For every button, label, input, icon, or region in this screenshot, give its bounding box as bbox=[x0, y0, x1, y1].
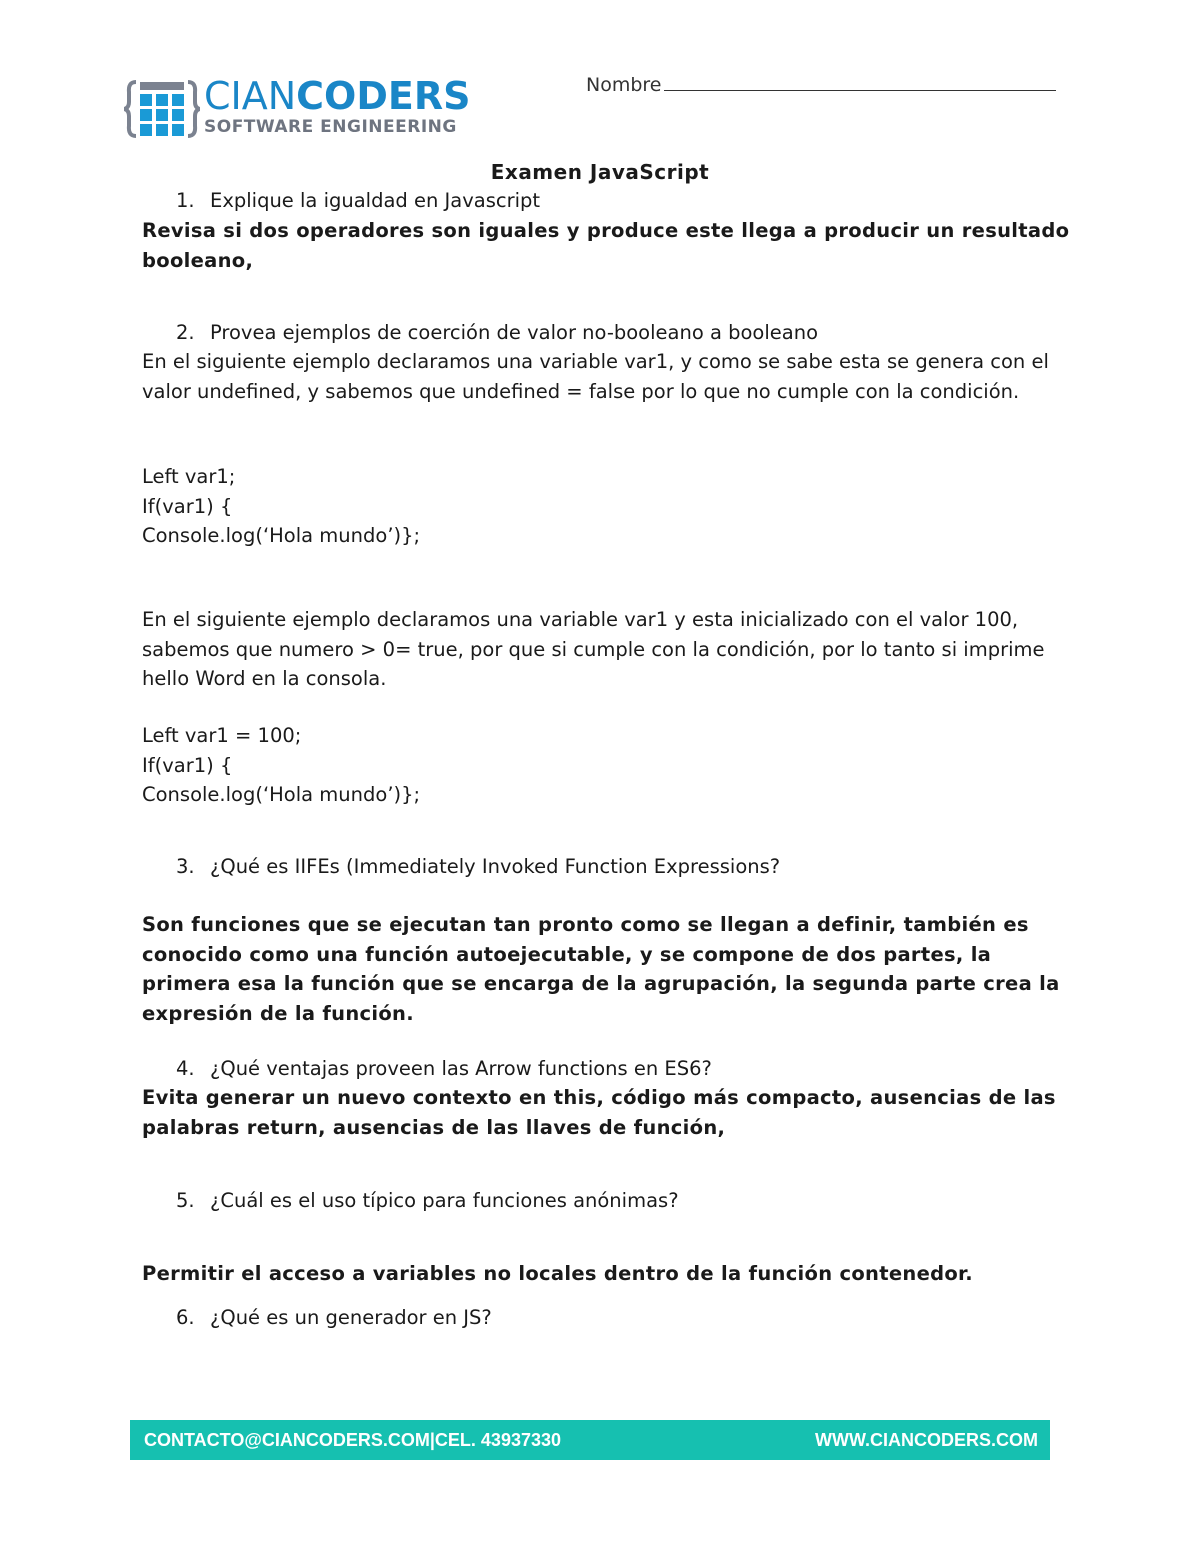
question-text: Provea ejemplos de coerción de valor no-booleano a booleano bbox=[210, 321, 818, 344]
question-text: ¿Cuál es el uso típico para funciones anónimas? bbox=[210, 1189, 679, 1212]
brand-name-part2: CODERS bbox=[296, 74, 471, 118]
question-number: 2. bbox=[176, 321, 195, 344]
brand-name-part1: CIAN bbox=[204, 74, 297, 118]
footer-website: WWW.CIANCODERS.COM bbox=[815, 1430, 1038, 1450]
answer-2-paragraph-2: En el siguiente ejemplo declaramos una variable var1 y esta inicializado con el valor 100, sabemos que numero > 0= true, por que si cumple con la condición, por lo tanto si imprime hello Word en la consola. bbox=[142, 608, 1045, 690]
nombre-label: Nombre bbox=[586, 74, 662, 96]
code-line: Left var1 = 100; bbox=[142, 724, 302, 747]
question-3 bbox=[176, 852, 780, 882]
question-6 bbox=[176, 1303, 492, 1333]
code-line: If(var1) { bbox=[142, 753, 233, 777]
answer-4: Evita generar un nuevo contexto en this, código más compacto, ausencias de las palabras return, ausencias de las llaves de función, bbox=[142, 1086, 1056, 1139]
brand-tagline: SOFTWARE ENGINEERING bbox=[204, 117, 457, 137]
question-text: ¿Qué es IIFEs (Immediately Invoked Function Expressions? bbox=[210, 855, 781, 878]
building-grid-icon bbox=[124, 76, 200, 142]
question-2 bbox=[176, 318, 818, 348]
question-text: ¿Qué es un generador en JS? bbox=[210, 1306, 492, 1329]
exam-title: Examen JavaScript bbox=[490, 160, 710, 184]
question-text: ¿Qué ventajas proveen las Arrow functions en ES6? bbox=[210, 1057, 712, 1080]
footer-contact: CONTACTO@CIANCODERS.COM|CEL. 43937330 bbox=[144, 1430, 562, 1450]
nombre-blank-line bbox=[664, 72, 1056, 91]
code-line: If(var1) { bbox=[142, 494, 233, 518]
code-line: Left var1; bbox=[142, 465, 236, 488]
question-text: Explique la igualdad en Javascript bbox=[210, 189, 541, 212]
code-example-1 bbox=[142, 462, 1072, 551]
question-number: 5. bbox=[176, 1189, 195, 1212]
question-1 bbox=[176, 186, 540, 216]
question-5 bbox=[176, 1186, 679, 1216]
question-number: 1. bbox=[176, 189, 195, 212]
question-4 bbox=[176, 1054, 712, 1084]
code-example-2 bbox=[142, 721, 1072, 810]
question-number: 3. bbox=[176, 855, 195, 878]
code-line: Console.log(‘Hola mundo’)}; bbox=[142, 783, 421, 806]
company-logo bbox=[124, 74, 471, 142]
code-line: Console.log(‘Hola mundo’)}; bbox=[142, 524, 421, 547]
answer-3: Son funciones que se ejecutan tan pronto como se llegan a definir, también es conocido como una función autoejecutable, y se compone de dos partes, la primera esa la función que se encarga de la agrupación, la segunda parte crea la expresión de la función. bbox=[142, 913, 1060, 1025]
answer-2-paragraph-1: En el siguiente ejemplo declaramos una variable var1, y como se sabe esta se genera con el valor undefined, y sabemos que undefined = false por lo que no cumple con la condición. bbox=[142, 350, 1049, 403]
nombre-field bbox=[586, 72, 1056, 96]
answer-1: Revisa si dos operadores son iguales y produce este llega a producir un resultado booleano, bbox=[142, 219, 1070, 272]
answer-5: Permitir el acceso a variables no locales dentro de la función contenedor. bbox=[142, 1262, 973, 1285]
footer-bar bbox=[130, 1420, 1050, 1460]
question-number: 4. bbox=[176, 1057, 195, 1080]
question-number: 6. bbox=[176, 1306, 195, 1329]
brand-text bbox=[204, 76, 471, 137]
brand-name bbox=[204, 76, 471, 116]
